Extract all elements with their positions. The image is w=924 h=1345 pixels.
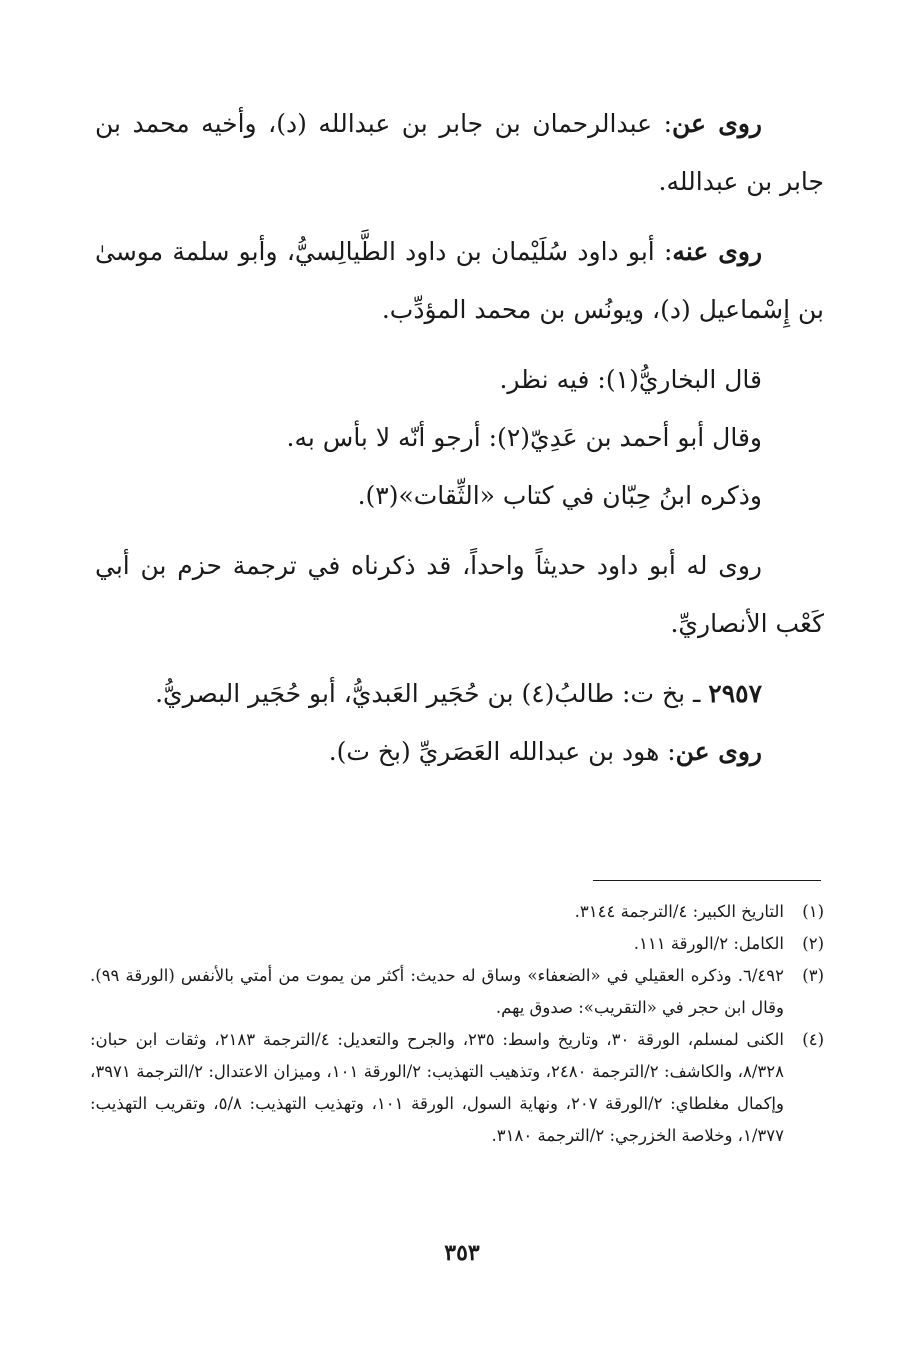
footnote-number: (٢) bbox=[802, 934, 824, 953]
paragraph-ibn-hibban: وذكره ابنُ حِبّان في كتاب «الثِّقات»(٣). bbox=[357, 481, 762, 510]
entry-heading bbox=[95, 665, 824, 723]
footnote bbox=[90, 896, 824, 928]
main-text bbox=[95, 95, 824, 781]
footnote bbox=[90, 928, 824, 960]
footnote-text: ٦/٤٩٢. وذكره العقيلي في «الضعفاء» وساق له حديث: أكثر من يموت من أمتي بالأنفس (الورقة ٩٩). وقال ابن حجر في «التقريب»: صدوق يهم. bbox=[90, 966, 784, 1017]
paragraph-abu-dawud: روى له أبو داود حديثاً واحداً، قد ذكرناه في ترجمة حزم بن أبي كَعْب الأنصاريِّ. bbox=[95, 551, 824, 638]
footnote-number: (٤) bbox=[802, 1030, 824, 1049]
label-narrated-from: روى عن bbox=[675, 737, 762, 766]
footnote-number: (١) bbox=[802, 902, 824, 921]
footnote-text: التاريخ الكبير: ٤/الترجمة ٣١٤٤. bbox=[574, 902, 784, 921]
footnote-text: الكنى لمسلم، الورقة ٣٠، وتاريخ واسط: ٢٣٥، والجرح والتعديل: ٤/الترجمة ٢١٨٣، وثقات ابن حبان: ٨/٣٢٨، والكاشف: ٢/الترجمة ٢٤٨٠، وتذهيب التهذيب: ٢/الورقة ١٠١، وميزان الاعتدال: ٢/الترجمة ٣٩٧١، وإكمال مغلطاي: ٢/الورقة ٢٠٧، ونهاية السول، الورقة ١٠١، وتهذيب التهذيب: ٥/٨، وتقريب التهذيب: ١/٣٧٧، وخلاصة الخزرجي: ٢/الترجمة ٣١٨٠. bbox=[90, 1030, 784, 1145]
footnote bbox=[90, 1024, 824, 1152]
paragraph-text: : عبدالرحمان بن جابر بن عبدالله (د)، وأخيه محمد بن جابر بن عبدالله. bbox=[95, 109, 824, 196]
footnote-separator bbox=[593, 880, 821, 881]
paragraph-ibn-adi: وقال أبو أحمد بن عَدِيّ(٢): أرجو أنّه لا بأس به. bbox=[286, 423, 762, 452]
paragraph-bukhari: قال البخاريُّ(١): فيه نظر. bbox=[499, 365, 762, 394]
page-number: ٣٥٣ bbox=[444, 1240, 480, 1266]
footnote-text: الكامل: ٢/الورقة ١١١. bbox=[633, 934, 784, 953]
label-narrated-by: روى عنه bbox=[672, 237, 763, 266]
entry-text: ـ بخ ت: طالبُ(٤) بن حُجَير العَبديُّ، أبو حُجَير البصريُّ. bbox=[155, 679, 709, 708]
paragraph-narrated-by bbox=[95, 223, 824, 339]
label-narrated-from: روى عن bbox=[672, 109, 762, 138]
entry-number: ٢٩٥٧ bbox=[708, 679, 762, 708]
footnote bbox=[90, 960, 824, 1024]
paragraph-narrated-from-2 bbox=[95, 723, 824, 781]
footnotes bbox=[90, 896, 824, 1152]
paragraph-text: : هود بن عبدالله العَصَريِّ (بخ ت). bbox=[328, 737, 676, 766]
footnote-number: (٣) bbox=[802, 966, 824, 985]
paragraph-narrated-from bbox=[95, 95, 824, 211]
paragraph-text: : أبو داود سُلَيْمان بن داود الطَّيالِسيُّ، وأبو سلمة موسىٰ بن إِسْماعيل (د)، ويونُس بن محمد المؤدِّب. bbox=[95, 237, 824, 324]
